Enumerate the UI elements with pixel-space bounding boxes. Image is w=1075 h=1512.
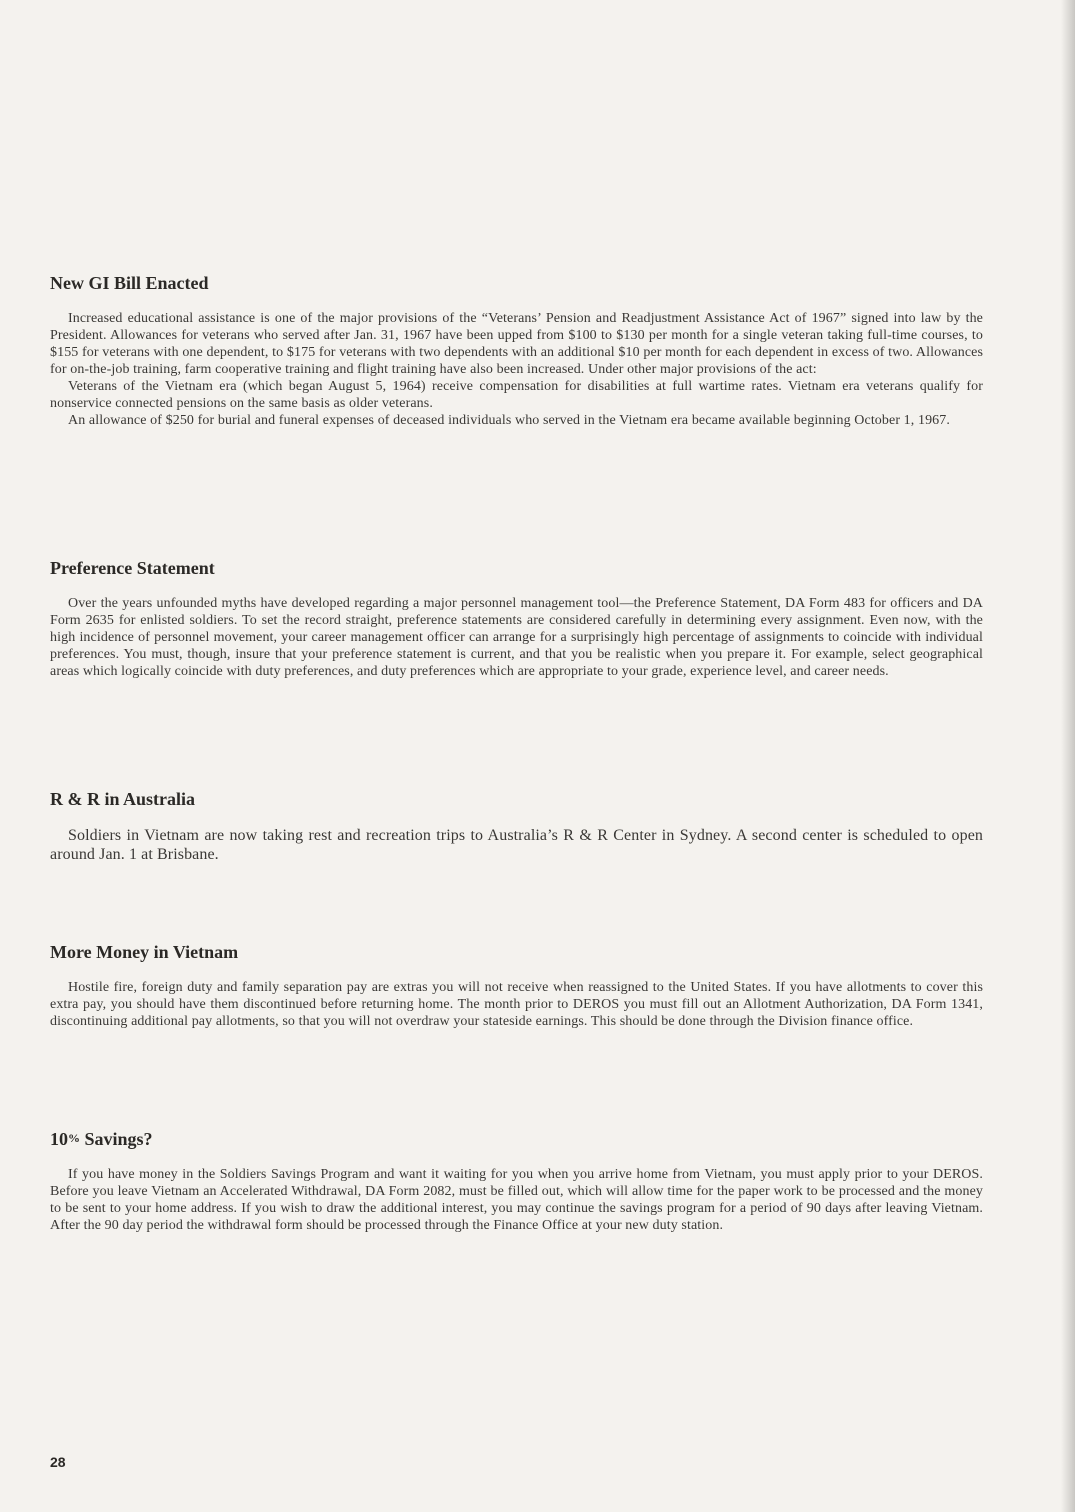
page-number: 28 bbox=[50, 1454, 66, 1470]
section-savings bbox=[50, 1127, 983, 1234]
section-new-gi-bill bbox=[50, 272, 983, 429]
section-heading bbox=[50, 1127, 983, 1150]
paragraph: If you have money in the Soldiers Savings Program and want it waiting for you when you arrive home from Vietnam, you must apply prior to your DEROS. Before you leave Vietnam an Accelerated Withdrawal, DA Form 2082, must be filled out, which will allow time for the paper work to be processed and the money to be sent to your home address. If you wish to draw the additional interest, you may continue the savings program for a period of 90 days after leaving Vietnam. After the 90 day period the withdrawal form should be processed through the Finance Office at your new duty station. bbox=[50, 1167, 983, 1233]
paragraph: Hostile fire, foreign duty and family separation pay are extras you will not receive when reassigned to the United States. If you have allotments to cover this extra pay, you should have them discontinued before returning home. The month prior to DEROS you must fill out an Allotment Authorization, DA Form 1341, discontinuing additional pay allotments, so that you will not overdraw your stateside earnings. This should be done through the Division finance office. bbox=[50, 980, 983, 1029]
page-edge-shadow bbox=[1061, 0, 1075, 1512]
section-heading: More Money in Vietnam bbox=[50, 942, 239, 962]
section-heading: Preference Statement bbox=[50, 558, 215, 578]
section-preference-statement bbox=[50, 557, 983, 680]
paragraph: Veterans of the Vietnam era (which began August 5, 1964) receive compensation for disabilities at full wartime rates. Vietnam era veterans qualify for nonservice connected pensions on the same basis as older veterans. bbox=[50, 379, 983, 411]
paragraph: Increased educational assistance is one of the major provisions of the “Veterans’ Pension and Readjustment Assistance Act of 1967” signed into law by the President. Allowances for veterans who served after Jan. 31, 1967 have been upped from $100 to $130 per month for a single veteran taking full-time courses, to $155 for veterans with one dependent, to $175 for veterans with two dependents with an additional $10 per month for each dependent in excess of two. Allowances for on-the-job training, farm cooperative training and flight training have also been increased. Under other major provisions of the act: bbox=[50, 311, 983, 377]
section-heading: New GI Bill Enacted bbox=[50, 273, 209, 293]
paragraph: Over the years unfounded myths have developed regarding a major personnel management tool—the Preference Statement, DA Form 483 for officers and DA Form 2635 for enlisted soldiers. To set the record straight, preference statements are considered carefully in determining every assignment. Even now, with the high incidence of personnel movement, your career management officer can arrange for a surprisingly high percentage of assignments to coincide with individual preferences. You must, though, insure that your preference statement is current, and that you be realistic when you prepare it. For example, select geographical areas which logically coincide with duty preferences, and duty preferences which are appropriate to your grade, experience level, and career needs. bbox=[50, 596, 983, 679]
section-more-money-vietnam bbox=[50, 941, 983, 1030]
percent-sign: % bbox=[68, 1131, 80, 1145]
heading-number: 10 bbox=[50, 1129, 68, 1149]
section-rr-australia bbox=[50, 788, 983, 864]
paragraph: Soldiers in Vietnam are now taking rest and recreation trips to Australia’s R & R Center in Sydney. A second center is scheduled to open around Jan. 1 at Brisbane. bbox=[50, 827, 983, 863]
heading-text: Savings? bbox=[84, 1129, 153, 1149]
section-heading: R & R in Australia bbox=[50, 789, 196, 809]
paragraph: An allowance of $250 for burial and funeral expenses of deceased individuals who served in the Vietnam era became available beginning October 1, 1967. bbox=[68, 413, 950, 428]
